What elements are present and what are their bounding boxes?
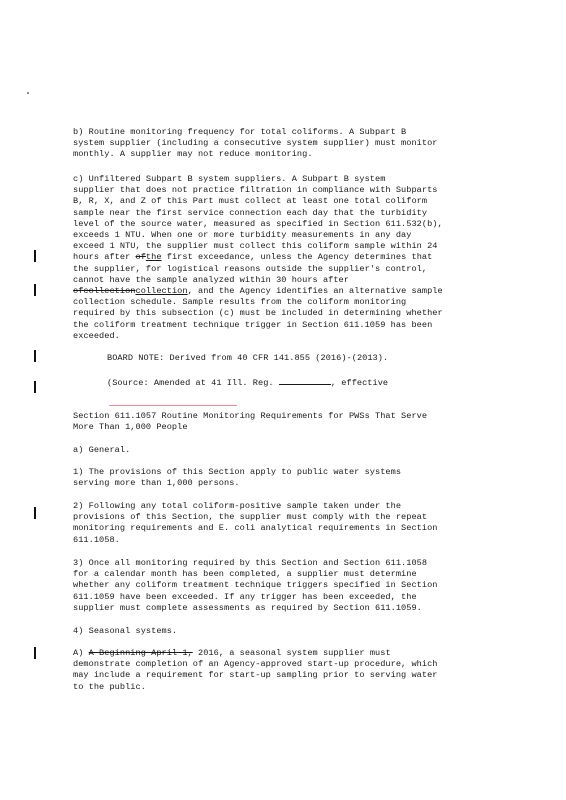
text-line: monitoring requirements and E. coli analytical requirements in Section (73, 523, 438, 534)
text-line: may include a requirement for start-up sampling prior to serving water (73, 670, 438, 681)
item-2 (73, 501, 501, 546)
text-line: exceeds 1 NTU. When one or more turbidity measurements in any day (73, 230, 412, 241)
source-effective: , effective (330, 378, 389, 388)
item-A (73, 648, 501, 693)
redline-mark (109, 405, 237, 406)
text-segment: 2016, a seasonal system supplier must (192, 648, 391, 658)
text-segment: first exceedance, unless the Agency determines that (161, 252, 433, 263)
text-line: the supplier, for logistical reasons outside the supplier's control, (73, 263, 428, 274)
change-bar (34, 381, 36, 393)
text-line (73, 286, 501, 297)
board-note (73, 353, 535, 364)
subsection-heading: 4) Seasonal systems. (73, 626, 178, 636)
subsection-a (73, 445, 501, 456)
text-line: exceed 1 NTU, the supplier must collect this coliform sample within 24 (73, 241, 438, 252)
source-amended: Amended at 41 Ill. Reg. (153, 378, 279, 388)
text-line: required by this subsection (c) must be included in determining whether (73, 308, 443, 319)
inserted-text: collection (135, 286, 188, 297)
text-line: provisions of this Section, the supplier must comply with the repeat (73, 512, 428, 523)
text-line: whether any coliform treatment technique triggers specified in Section (73, 580, 438, 591)
text-line: system supplier (including a consecutive system supplier) must monitor (73, 138, 438, 149)
text-line: to the public. (73, 681, 146, 692)
text-line: 3) Once all monitoring required by this Section and Section 611.1058 (73, 558, 428, 568)
change-bar (34, 647, 36, 659)
scan-speck (27, 92, 29, 94)
item-3 (73, 558, 501, 614)
text-line (73, 648, 501, 659)
text-segment: , and the Agency identifies an alternative sample (187, 286, 443, 297)
section-title: Section 611.1057 Routine Monitoring Requirements for PWSs That Serve (73, 411, 428, 421)
text-line: sample near the first service connection each day that the turbidity (73, 207, 428, 218)
text-line: b) Routine monitoring frequency for total coliforms. A Subpart B (73, 127, 407, 137)
text-line: exceeded. (73, 330, 120, 341)
board-note-text: BOARD NOTE: Derived from 40 CFR 141.855 (2016)-(2013). (107, 353, 389, 363)
text-line: supplier must complete assessments as required by Section 611.1059. (73, 602, 422, 613)
text-line: 611.1059 have been exceeded. If any trigger has been exceeded, the (73, 591, 417, 602)
struck-text: of (135, 252, 146, 263)
text-line: 1) The provisions of this Section apply to public water systems (73, 467, 402, 477)
change-bar (34, 350, 36, 362)
change-bar (34, 284, 36, 296)
text-segment: A) (73, 648, 89, 658)
text-line: the coliform treatment technique trigger in Section 611.1059 has been (73, 319, 433, 330)
source-line (107, 377, 535, 389)
inserted-text: the (145, 252, 162, 263)
text-line: cannot have the sample analyzed within 30 hours after (73, 274, 349, 285)
paragraph-b (73, 127, 501, 161)
paragraph-c (73, 174, 501, 342)
change-bar (34, 507, 36, 519)
text-line: 611.1058. (73, 534, 120, 545)
text-line: supplier that does not practice filtration in compliance with Subparts (73, 185, 438, 196)
text-line: for a calendar month has been completed, a supplier must determine (73, 569, 417, 580)
text-segment: hours after (73, 252, 136, 263)
text-line: level of the source water, measured as specified in Section 611.532(b), (73, 218, 443, 229)
text-line: serving more than 1,000 persons. (73, 478, 240, 489)
change-bar (34, 250, 36, 262)
item-4 (73, 626, 501, 637)
text-line: c) Unfiltered Subpart B system suppliers. A Subpart B system (73, 174, 386, 184)
item-1 (73, 467, 501, 489)
section-title: More Than 1,000 People (73, 422, 188, 433)
struck-text: ofcollection (73, 286, 136, 297)
struck-text: A Beginning April 1, (88, 648, 193, 658)
text-line (73, 252, 501, 263)
text-line: 2) Following any total coliform-positive sample taken under the (73, 501, 402, 511)
text-line: B, R, X, and Z of this Part must collect at least one total coliform (73, 196, 428, 207)
text-line: demonstrate completion of an Agency-approved start-up procedure, which (73, 659, 438, 670)
subsection-heading: a) General. (73, 445, 131, 455)
blank-field (279, 377, 331, 385)
source-note (73, 377, 535, 389)
text-line: monthly. A supplier may not reduce monitoring. (73, 149, 313, 160)
section-heading (73, 411, 501, 433)
text-line: collection schedule. Sample results from the coliform monitoring (73, 297, 407, 308)
source-label: (Source: (107, 378, 154, 388)
